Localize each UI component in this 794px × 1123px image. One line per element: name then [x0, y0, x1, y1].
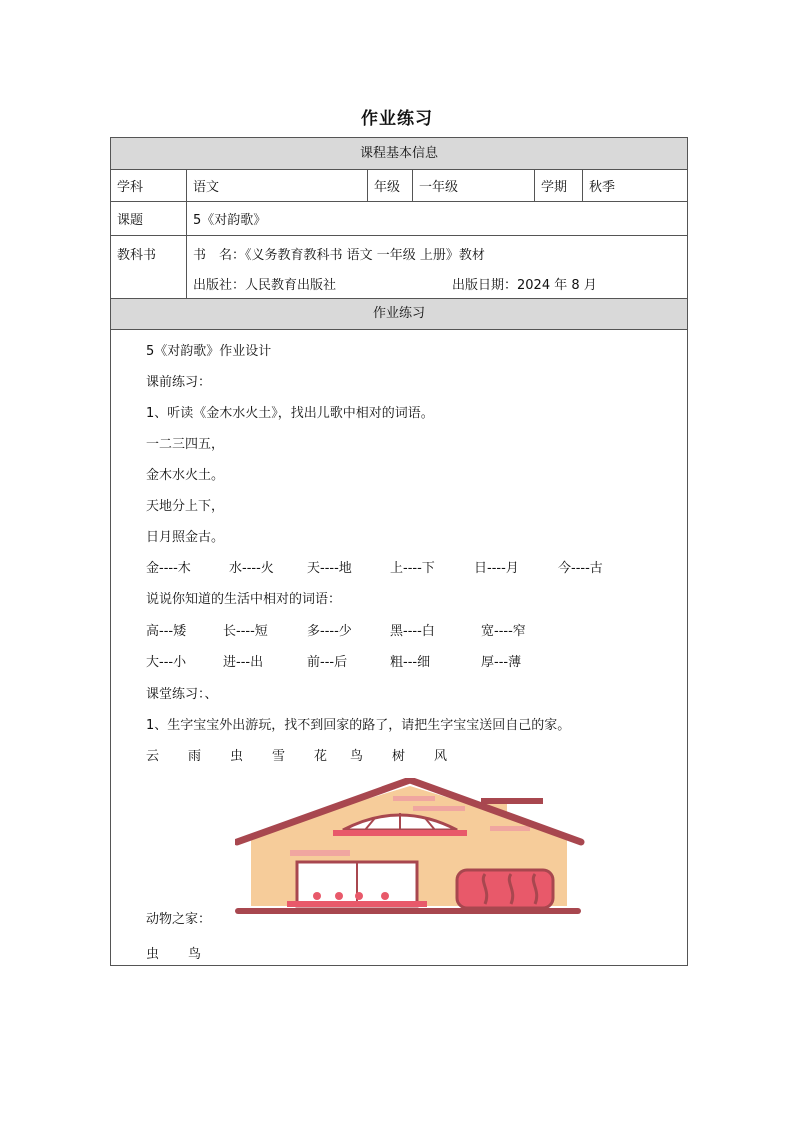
brick-accent — [413, 806, 465, 811]
flower — [313, 892, 321, 900]
word-pair: 进---出 — [223, 655, 264, 670]
window-ledge — [333, 830, 467, 836]
character: 鸟 — [188, 947, 202, 962]
poem-line: 日月照金古。 — [146, 530, 225, 545]
page-title: 作业练习 — [361, 109, 433, 129]
flower — [381, 892, 389, 900]
character: 花 — [314, 749, 328, 764]
word-pair: 大---小 — [146, 655, 187, 670]
publisher: 出版社：人民教育出版社 — [193, 278, 337, 293]
character: 鸟 — [350, 749, 364, 764]
flower-box — [287, 901, 427, 907]
grade-label: 年级 — [367, 170, 412, 201]
word-pair: 金----木 — [146, 561, 191, 576]
word-pair: 多----少 — [307, 624, 352, 639]
character: 雪 — [272, 749, 286, 764]
section-header-exercise: 作业练习 — [111, 299, 687, 330]
poem-line: 一二三四五， — [146, 437, 225, 452]
brick-accent — [490, 826, 530, 831]
design-title: 5《对韵歌》作业设计 — [146, 344, 272, 359]
grade-value: 一年级 — [412, 170, 534, 201]
in-class-heading: 课堂练习：、 — [146, 687, 218, 702]
question-1: 1、听读《金木水火土》，找出儿歌中相对的词语。 — [146, 406, 434, 421]
word-pair: 宽----窄 — [481, 624, 526, 639]
word-pair: 天----地 — [307, 561, 352, 576]
info-row-textbook — [111, 236, 687, 299]
word-pair: 前---后 — [307, 655, 348, 670]
word-pair: 黑----白 — [390, 624, 435, 639]
info-row-basic — [111, 170, 687, 202]
brick-accent — [290, 850, 350, 856]
subject-label: 学科 — [117, 180, 144, 195]
poem-line: 金木水火土。 — [146, 468, 225, 483]
flower — [355, 892, 363, 900]
worksheet-table — [110, 137, 688, 966]
lesson-label: 课题 — [117, 213, 144, 228]
word-pair: 长----短 — [223, 624, 268, 639]
word-pair: 日----月 — [474, 561, 519, 576]
character: 云 — [146, 749, 160, 764]
word-pair: 厚---薄 — [481, 655, 522, 670]
say-prompt: 说说你知道的生活中相对的词语： — [146, 592, 342, 607]
pre-class-heading: 课前练习： — [146, 375, 212, 390]
house-illustration — [235, 778, 585, 918]
lesson-value: 5《对韵歌》 — [186, 202, 687, 235]
animal-home-label: 动物之家： — [146, 912, 212, 927]
word-pair: 上----下 — [390, 561, 435, 576]
subject-value: 语文 — [186, 170, 367, 201]
character: 树 — [392, 749, 406, 764]
poem-line: 天地分上下， — [146, 499, 225, 514]
publish-date: 出版日期：2024 年 8 月 — [452, 278, 597, 293]
info-row-lesson — [111, 202, 687, 236]
section-header-info: 课程基本信息 — [111, 138, 687, 170]
character: 虫 — [146, 947, 160, 962]
word-pair: 高---矮 — [146, 624, 187, 639]
brick-accent — [393, 796, 435, 801]
textbook-details — [186, 236, 687, 298]
character: 风 — [434, 749, 448, 764]
door — [457, 870, 553, 908]
character: 雨 — [188, 749, 202, 764]
book-name: 书 名：《义务教育教科书 语文 一年级 上册》教材 — [193, 248, 485, 263]
word-pair: 粗---细 — [390, 655, 431, 670]
textbook-label: 教科书 — [117, 248, 157, 263]
word-pair: 水----火 — [229, 561, 274, 576]
term-value: 秋季 — [582, 170, 687, 201]
term-label: 学期 — [534, 170, 582, 201]
word-pair: 今----古 — [558, 561, 603, 576]
chimney-cap — [481, 798, 543, 804]
character: 虫 — [230, 749, 244, 764]
question-2: 1、生字宝宝外出游玩，找不到回家的路了，请把生字宝宝送回自己的家。 — [146, 718, 571, 733]
flower — [335, 892, 343, 900]
ground-line — [235, 908, 581, 914]
